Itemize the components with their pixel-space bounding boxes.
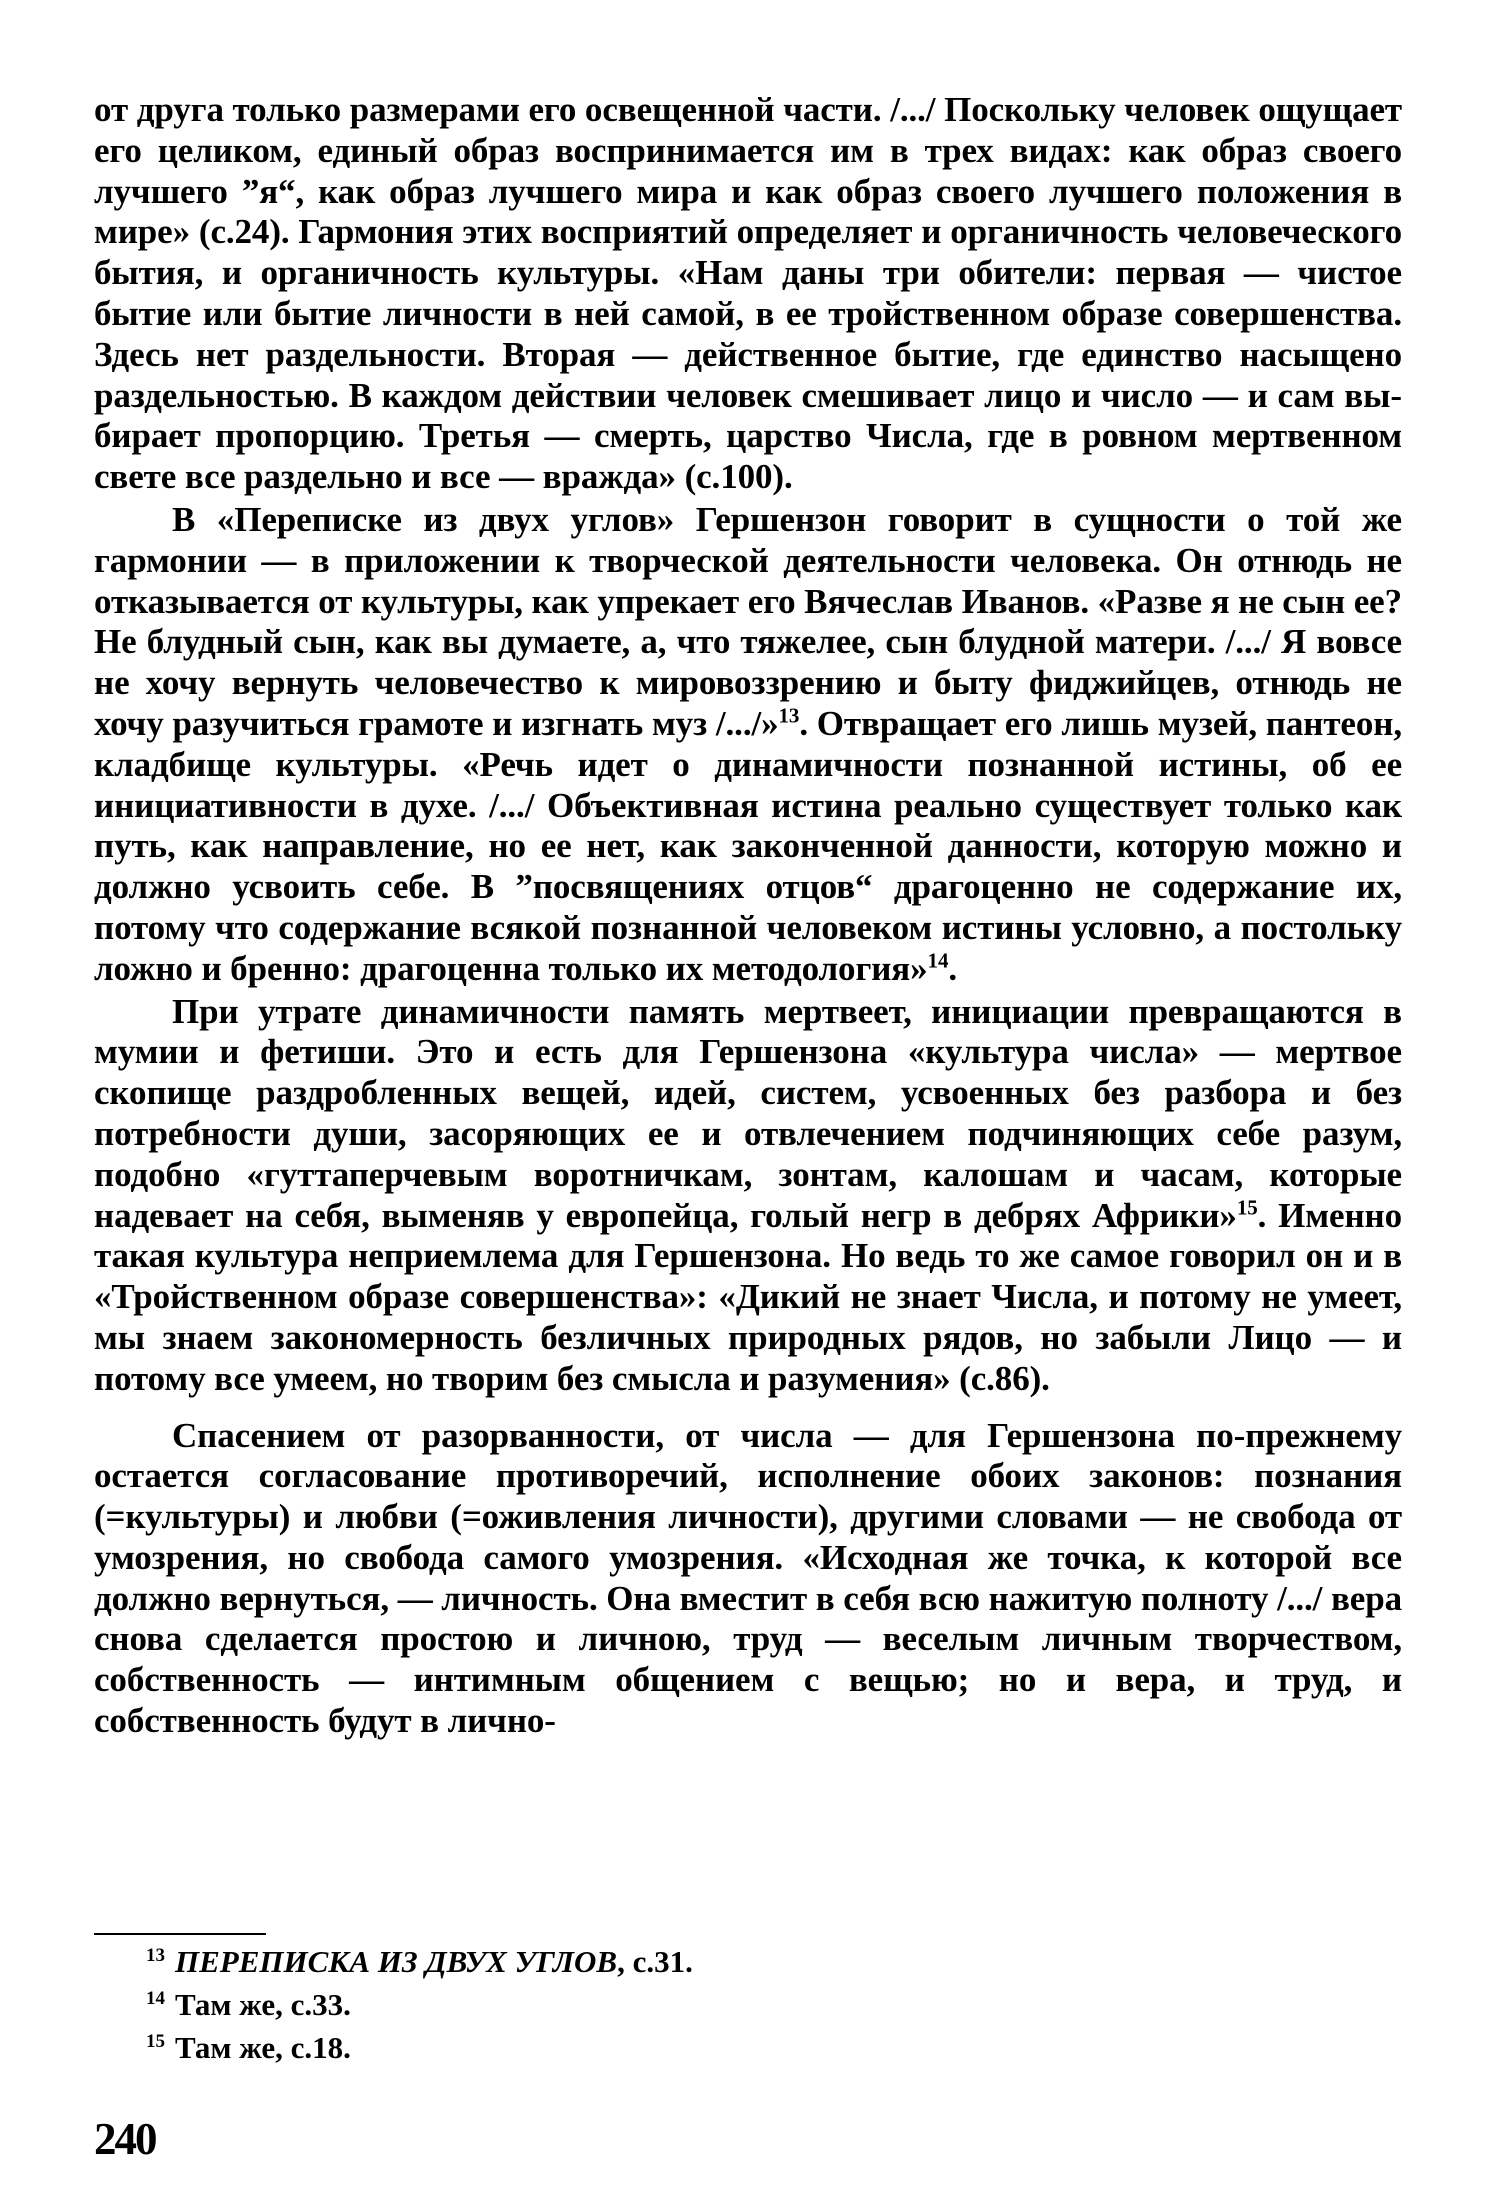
footnote-number: 13 — [146, 1944, 165, 1966]
footnote-15 — [146, 2026, 1146, 2069]
footnote-text: Там же, с.18. — [175, 2030, 351, 2065]
paragraph-1-text: от друга только размерами его освещенной части. /.../ Поскольку человек ощущает его целиком, единый образ воспринимается им в трех видах: как образ своего лучшего ”я“, как образ лучшего мира и как образ своего лучшего положения в мире» (с.24). Гармония этих восприятий определяет и органичность человеческого бытия, и органичность культуры. «Нам даны три обители: первая — чистое бытие или бытие личности в ней самой, в ее тройственном образе совершенства. Здесь нет раздельности. Вторая — действенное бытие, где единство насыщено раздельностью. В каждом действии человек смешивает лицо и число — и сам выбирает пропорцию. Третья — смерть, царство Числа, где в ровном мертвенном свете все раздельно и все — вражда» (с.100). — [94, 90, 1402, 497]
paragraph-3 — [94, 992, 1402, 1400]
footnote-14 — [146, 1983, 1146, 2026]
paragraph-4 — [94, 1416, 1402, 1742]
page-number: 240 — [94, 2114, 156, 2164]
paragraph-1 — [94, 90, 1402, 498]
paragraph-4-text: Спасением от разорванности, от числа — для Гершензона по-прежнему остается согласование противоречий, исполнение обоих законов: познания (=культуры) и любви (=оживления личности), другими словами — не свобода от умозрения, но свобода самого умозрения. «Исходная же точка, к которой все должно вернуться, — личность. Она вместит в себя всю нажитую полноту /.../ вера снова сделается простою и личною, труд — веселым личным творчеством, собственность — интимным общением с вещью; но и вера, и труд, и собственность будут в лично- — [94, 1415, 1402, 1741]
paragraph-2-text-b: . Отвращает его лишь музей, пантеон, кладбище культуры. «Речь идет о динамичности познанной истины, об ее инициативности в духе. /.../ Объективная истина реально существует только как путь, как направление, но ее нет, как законченной данности, которую можно и должно усвоить себе. В ”посвящениях отцов“ драгоценно не содержание их, потому что содержание всякой познанной человеком истины условно, а постольку ложно и бренно: драгоценна только их методология» — [94, 703, 1402, 988]
footnote-ref-15: 15 — [1236, 1194, 1258, 1219]
footnote-text: Там же, с.33. — [175, 1987, 351, 2022]
paragraph-3-text-a: При утрате динамичности память мертвеет, инициации превращаются в мумии и фетиши. Это и есть для Гершензона «культура числа» — мертвое скопище раздробленных вещей, идей, систем, усвоенных без разбора и без потребности души, засоряющих ее и отвлечением подчиняющих себе разум, подобно «гуттаперчевым воротничкам, зонтам, калошам и часам, которые надевает на себя, выменяв у европейца, голый негр в дебрях Африки» — [94, 991, 1402, 1235]
footnote-separator — [94, 1933, 266, 1935]
footnote-number: 14 — [146, 1987, 165, 2009]
paragraph-2-text-a: В «Переписке из двух углов» Гершензон говорит в сущности о той же гармонии — в приложении к творческой деятельности человека. Он отнюдь не отказывается от культуры, как упрекает его Вячеслав Иванов. «Разве я не сын ее? Не блудный сын, как вы думаете, а, что тяжелее, сын блудной матери. /.../ Я вовсе не хочу вернуть человечество к мировоззрению и быту фиджийцев, отнюдь не хочу разучиться грамоте и изгнать муз /.../» — [94, 499, 1402, 743]
footnote-13 — [146, 1940, 1146, 1983]
paragraph-2 — [94, 500, 1402, 990]
paragraph-3-text-b: . Именно такая культура неприемлема для Гершензона. Но ведь то же самое говорил он и в «Тройственном образе совершенства»: «Дикий не знает Числа, и потому не умеет, мы знаем закономерность безличных природных рядов, но забыли Лицо — и потому все умеем, но творим без смысла и разумения» (с.86). — [94, 1195, 1402, 1398]
footnotes — [146, 1940, 1146, 2069]
footnote-ref-14: 14 — [927, 948, 949, 973]
footnote-number: 15 — [146, 2030, 165, 2052]
paragraph-2-text-c: . — [948, 948, 958, 988]
footnote-title: ПЕРЕПИСКА ИЗ ДВУХ УГЛОВ — [175, 1944, 618, 1979]
footnote-ref-13: 13 — [778, 703, 800, 728]
main-text — [94, 90, 1402, 1742]
footnote-text: , с.31. — [617, 1944, 693, 1979]
